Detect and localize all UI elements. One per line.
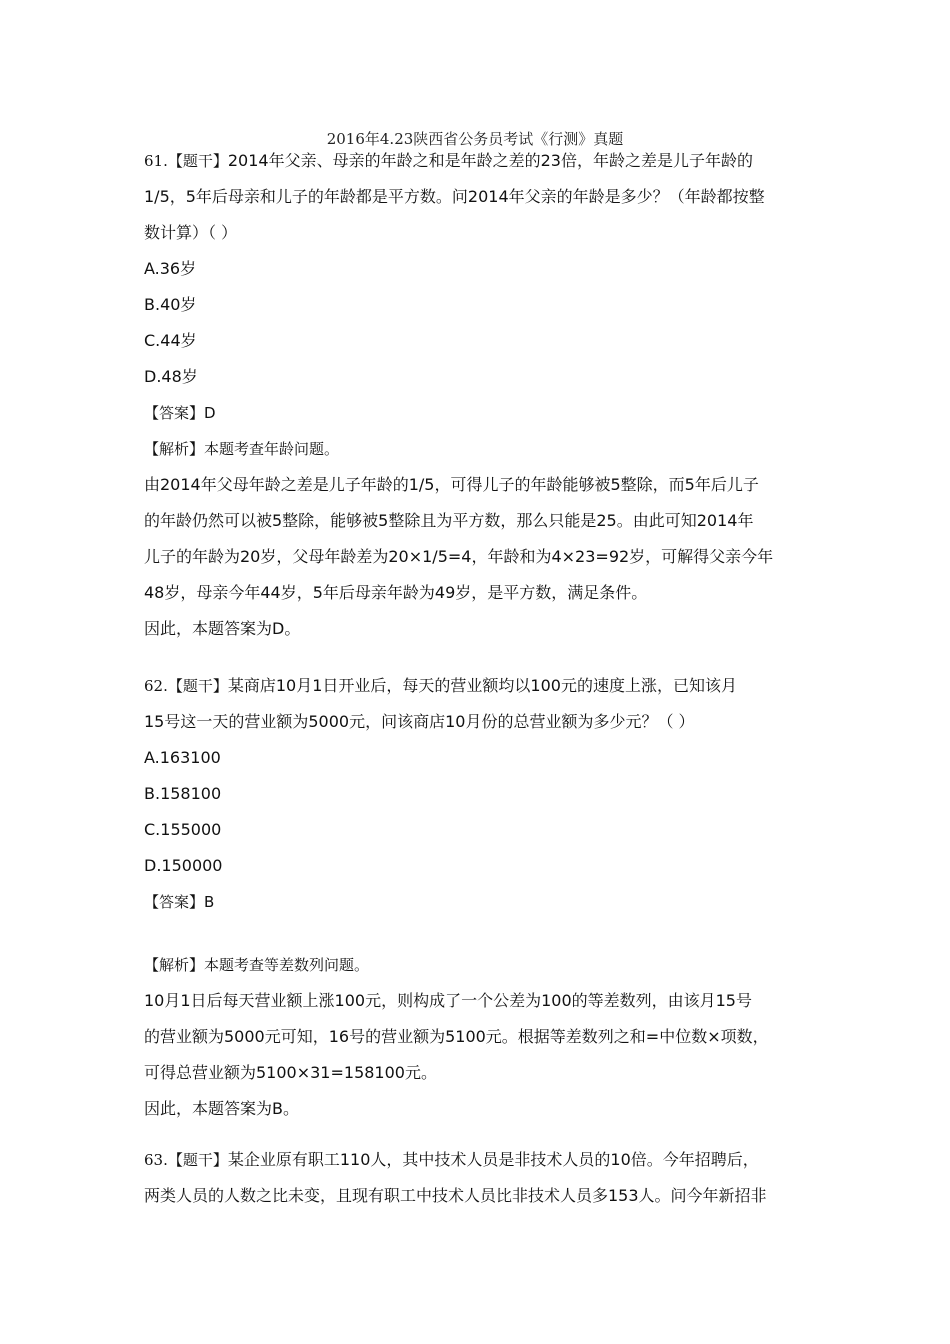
- question-62-option-b: B.158100: [144, 784, 222, 803]
- question-61-tag: 【题干】: [167, 152, 228, 170]
- document-title: 2016年4.23陕西省公务员考试《行测》真题: [326, 130, 624, 148]
- question-62: [144, 668, 812, 1127]
- question-61-analysis-tag: 【解析】本题考查年龄问题。: [144, 440, 340, 458]
- question-62-option-c: C.155000: [144, 820, 222, 839]
- question-62-tag: 【题干】: [167, 677, 228, 695]
- question-62-analysis-line-1: 10月1日后每天营业额上涨100元，则构成了一个公差为100的等差数列，由该月15号: [144, 991, 752, 1010]
- question-61-option-a: A.36岁: [144, 259, 197, 278]
- question-61-analysis-line-1: 由2014年父母年龄之差是儿子年龄的1/5，可得儿子的年龄能够被5整除，而5年后儿子: [144, 475, 759, 494]
- question-61-stem-line-3: 数计算）（ ）: [144, 223, 238, 242]
- question-62-answer: [144, 884, 812, 920]
- question-61-analysis-line-3: 儿子的年龄为20岁，父母年龄差为20×1/5=4，年龄和为4×23=92岁，可解得父亲今年: [144, 547, 774, 566]
- question-61-answer-tag: 【答案】: [144, 404, 205, 422]
- question-63-tag: 【题干】: [167, 1151, 228, 1169]
- question-61-conclusion: 因此，本题答案为D。: [144, 619, 301, 638]
- question-62-answer-value: B: [204, 893, 215, 911]
- question-62-stem-line-1: [144, 668, 812, 704]
- question-62-analysis-line-3: 可得总营业额为5100×31=158100元。: [144, 1063, 437, 1082]
- question-62-option-a: A.163100: [144, 748, 221, 767]
- question-62-stem-text-1: 某商店10月1日开业后，每天的营业额均以100元的速度上涨，已知该月: [227, 676, 737, 695]
- question-63-number: 63.: [144, 1151, 168, 1169]
- question-61-answer: [144, 395, 812, 431]
- question-63-stem-line-2: 两类人员的人数之比未变，且现有职工中技术人员比非技术人员多153人。问今年新招非: [144, 1186, 767, 1205]
- question-63: [144, 1142, 812, 1214]
- question-62-answer-tag: 【答案】: [144, 893, 205, 911]
- question-61-analysis-line-4: 48岁，母亲今年44岁，5年后母亲年龄为49岁，是平方数，满足条件。: [144, 583, 648, 602]
- question-61: [144, 143, 812, 647]
- question-61-option-c: C.44岁: [144, 331, 197, 350]
- question-62-stem-line-2: 15号这一天的营业额为5000元，问该商店10月份的总营业额为多少元？（ ）: [144, 712, 695, 731]
- question-63-stem-line-1: [144, 1142, 812, 1178]
- question-61-analysis-line-2: 的年龄仍然可以被5整除，能够被5整除且为平方数，那么只能是25。由此可知2014年: [144, 511, 754, 530]
- question-62-option-d: D.150000: [144, 856, 223, 875]
- question-61-stem-text-1: 2014年父亲、母亲的年龄之和是年龄之差的23倍，年龄之差是儿子年龄的: [227, 151, 753, 170]
- spacer: [144, 920, 812, 947]
- question-61-option-d: D.48岁: [144, 367, 198, 386]
- question-61-stem-line-1: [144, 143, 812, 179]
- question-62-number: 62.: [144, 677, 168, 695]
- question-62-analysis-tag: 【解析】本题考查等差数列问题。: [144, 956, 370, 974]
- question-61-stem-line-2: 1/5，5年后母亲和儿子的年龄都是平方数。问2014年父亲的年龄是多少？（年龄都按整: [144, 187, 765, 206]
- question-61-option-b: B.40岁: [144, 295, 197, 314]
- question-63-stem-text-1: 某企业原有职工110人，其中技术人员是非技术人员的10倍。今年招聘后，: [227, 1150, 759, 1169]
- question-61-answer-value: D: [204, 404, 216, 422]
- question-61-number: 61.: [144, 152, 168, 170]
- question-62-conclusion: 因此，本题答案为B。: [144, 1099, 299, 1118]
- question-62-analysis-line-2: 的营业额为5000元可知，16号的营业额为5100元。根据等差数列之和=中位数×项数，: [144, 1027, 769, 1046]
